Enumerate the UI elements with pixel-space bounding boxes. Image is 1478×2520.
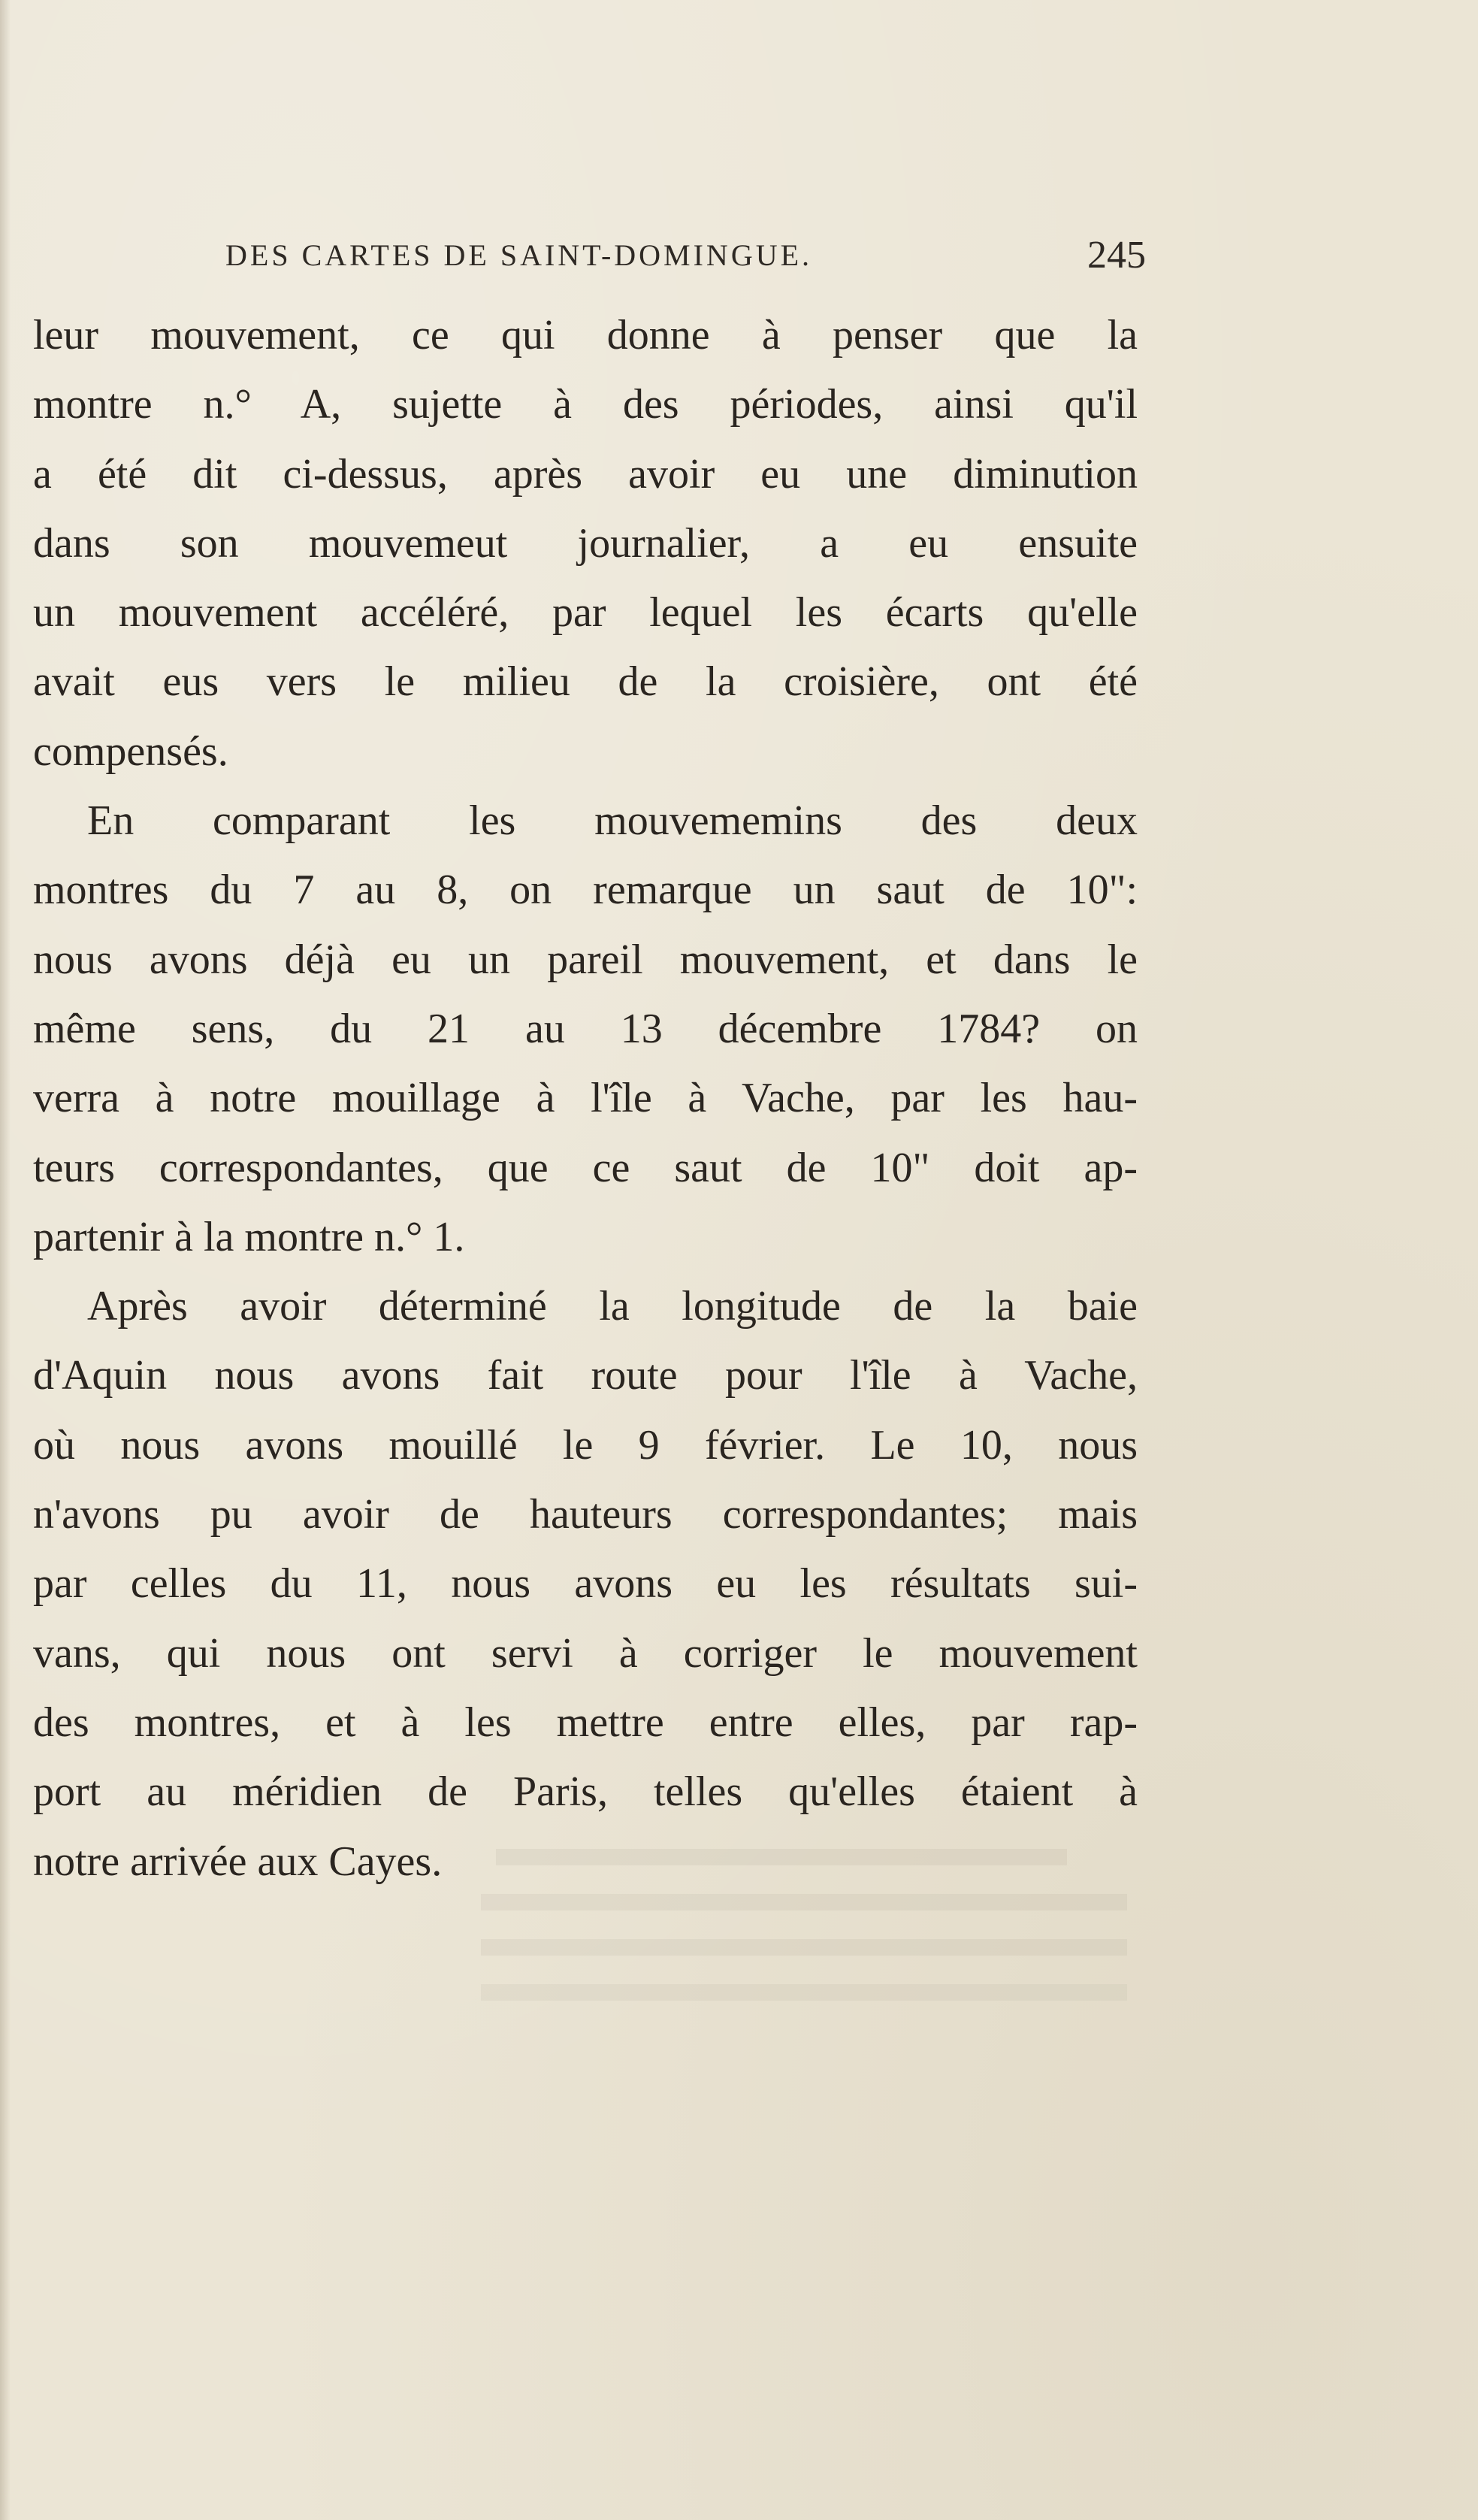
page-header [225, 234, 1146, 290]
text-line: par celles du 11, nous avons eu les résultats sui- [33, 1560, 1138, 1608]
text-line: montre n.° A, sujette à des périodes, ainsi qu'il [33, 381, 1138, 428]
text-line: n'avons pu avoir de hauteurs correspondantes; mais [33, 1491, 1138, 1538]
text-line: En comparant les mouvememins des deux [87, 797, 1138, 845]
text-line: nous avons déjà eu un pareil mouvement, et dans le [33, 936, 1138, 983]
body-text [33, 301, 1138, 1896]
page-number: 245 [1087, 234, 1146, 277]
paragraph-3 [33, 1272, 1138, 1896]
text-line: avait eus vers le milieu de la croisière, ont été [33, 658, 1138, 706]
text-line: dans son mouvemeut journalier, a eu ensuite [33, 519, 1138, 567]
running-head: DES CARTES DE SAINT-DOMINGUE. [225, 238, 813, 272]
page-edge-shadow [0, 0, 11, 2520]
text-line: verra à notre mouillage à l'île à Vache, par les hau- [33, 1075, 1138, 1122]
text-line: notre arrivée aux Cayes. [33, 1838, 443, 1885]
text-line: où nous avons mouillé le 9 février. Le 10, nous [33, 1421, 1138, 1469]
text-line: des montres, et à les mettre entre elles, par rap- [33, 1699, 1138, 1746]
text-line: port au méridien de Paris, telles qu'elles étaient à [33, 1768, 1138, 1816]
paragraph-1 [33, 301, 1138, 786]
text-line: même sens, du 21 au 13 décembre 1784? on [33, 1005, 1138, 1052]
text-line: un mouvement accéléré, par lequel les écarts qu'elle [33, 589, 1138, 637]
text-line: montres du 7 au 8, on remarque un saut de 10": [33, 867, 1138, 914]
text-line: compensés. [33, 728, 228, 775]
text-line: teurs correspondantes, que ce saut de 10" doit ap- [33, 1144, 1138, 1191]
bleed-through-lines [481, 1834, 1142, 2022]
bleed-through-texture [481, 1834, 1142, 2034]
text-line: leur mouvement, ce qui donne à penser que la [33, 312, 1138, 358]
text-line: d'Aquin nous avons fait route pour l'île à Vache, [33, 1352, 1138, 1399]
text-line: a été dit ci-dessus, après avoir eu une diminution [33, 450, 1138, 498]
text-line: Après avoir déterminé la longitude de la baie [87, 1283, 1138, 1330]
text-line: partenir à la montre n.° 1. [33, 1213, 465, 1260]
paragraph-2 [33, 786, 1138, 1272]
text-line: vans, qui nous ont servi à corriger le mouvement [33, 1629, 1138, 1677]
